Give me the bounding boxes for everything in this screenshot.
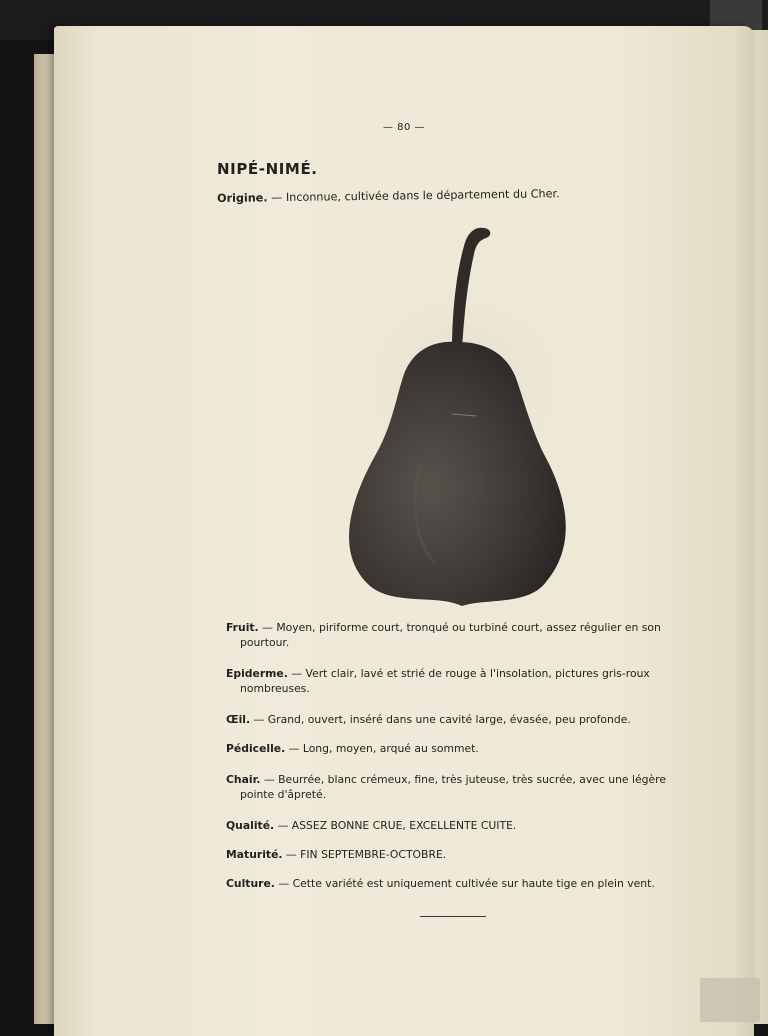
- chair-label: Chair.: [226, 773, 261, 786]
- epiderme-label: Epiderme.: [226, 667, 288, 680]
- culture-text: — Cette variété est uniquement cultivée sur haute tige en plein vent.: [274, 877, 655, 890]
- qualite-entry: [226, 818, 686, 833]
- pedicelle-text: — Long, moyen, arqué au sommet.: [285, 742, 479, 755]
- oeil-entry: [226, 712, 686, 727]
- fruit-entry: [226, 620, 686, 650]
- maturite-text: — FIN SEPTEMBRE-OCTOBRE.: [282, 848, 447, 861]
- culture-entry: [226, 876, 686, 891]
- origin-line: [217, 187, 560, 205]
- chair-text: — Beurrée, blanc crémeux, fine, très juteuse, très sucrée, avec une légère pointe d'âpreté.: [240, 773, 666, 801]
- epiderme-entry: [226, 666, 686, 696]
- page-title: NIPÉ-NIMÉ.: [217, 160, 318, 178]
- epiderme-text: — Vert clair, lavé et strié de rouge à l'insolation, pictures gris-roux nombreuses.: [240, 667, 650, 695]
- pedicelle-label: Pédicelle.: [226, 742, 286, 755]
- origin-label: Origine.: [217, 191, 268, 205]
- culture-label: Culture.: [226, 877, 275, 890]
- oeil-label: Œil.: [226, 713, 251, 726]
- description-list: [226, 620, 686, 891]
- qualite-label: Qualité.: [226, 819, 275, 832]
- corner-thumbnail: [700, 978, 760, 1022]
- oeil-text: — Grand, ouvert, inséré dans une cavité large, évasée, peu profonde.: [250, 713, 631, 726]
- maturite-label: Maturité.: [226, 848, 283, 861]
- chair-entry: [226, 772, 686, 802]
- fruit-label: Fruit.: [226, 621, 259, 634]
- maturite-entry: [226, 847, 686, 862]
- end-rule: [420, 916, 486, 917]
- qualite-text: — ASSEZ BONNE CRUE, EXCELLENTE CUITE.: [274, 819, 517, 832]
- page-number: — 80 —: [382, 122, 426, 133]
- pedicelle-entry: [226, 741, 686, 756]
- fruit-text: — Moyen, piriforme court, tronqué ou turbiné court, assez régulier en son pourtour.: [240, 621, 661, 649]
- pear-illustration: [340, 214, 580, 606]
- book-page: [54, 26, 754, 1036]
- origin-text: — Inconnue, cultivée dans le département du Cher.: [267, 187, 560, 205]
